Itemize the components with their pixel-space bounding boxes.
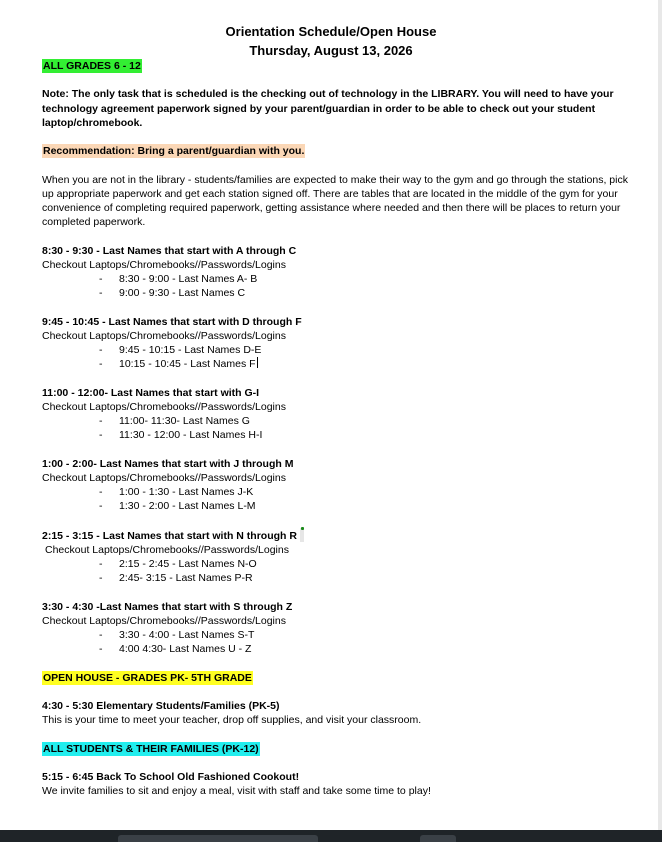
instructions-paragraph: When you are not in the library - students/families are expected to make their way to the gym and go through the stations, pick up appropriate paperwork and get each station signed off. There are tables that are located in the middle of the gym for your convenience of completing required paperwork, getting assistance where needed and then there will be places to return your completed paperwork. bbox=[42, 173, 628, 229]
recommendation: Recommendation: Bring a parent/guardian with you. bbox=[43, 145, 305, 158]
dash-bullet: - bbox=[99, 572, 103, 585]
checkout-line: Checkout Laptops/Chromebooks//Passwords/Logins bbox=[42, 614, 286, 627]
note-paragraph: Note: The only task that is scheduled is the checking out of technology in the LIBRARY. You will need to have your technology agreement paperwork signed by your parent/guardian in order to be able to check out your student laptop/chromebook. bbox=[42, 88, 614, 129]
dash-bullet: - bbox=[99, 485, 103, 498]
schedule-item bbox=[42, 414, 632, 428]
schedule-item-text: 10:15 - 10:45 - Last Names F bbox=[119, 358, 256, 371]
schedule-heading bbox=[42, 528, 632, 543]
checkout-line: Checkout Laptops/Chromebooks//Passwords/Logins bbox=[42, 471, 286, 484]
schedule-item bbox=[42, 571, 632, 585]
schedule-item-text: 11:00- 11:30- Last Names G bbox=[119, 414, 250, 427]
schedule-heading: 11:00 - 12:00- Last Names that start with G-I bbox=[42, 386, 260, 399]
schedule-item bbox=[42, 499, 632, 513]
dash-bullet: - bbox=[99, 557, 103, 570]
taskbar-item[interactable] bbox=[420, 835, 456, 842]
schedule-item-text: 9:00 - 9:30 - Last Names C bbox=[119, 287, 246, 300]
schedule-heading: 8:30 - 9:30 - Last Names that start with A through C bbox=[42, 244, 297, 257]
schedule-heading: 3:30 - 4:30 -Last Names that start with S through Z bbox=[42, 600, 293, 613]
document-date: Thursday, August 13, 2026 bbox=[249, 43, 413, 58]
schedule-item bbox=[42, 428, 632, 442]
schedule-item-text: 11:30 - 12:00 - Last Names H-I bbox=[119, 429, 263, 442]
schedule-item-text: 1:30 - 2:00 - Last Names L-M bbox=[119, 500, 256, 513]
dash-bullet: - bbox=[99, 272, 103, 285]
cookout-text: We invite families to sit and enjoy a meal, visit with staff and take some time to play! bbox=[42, 785, 431, 798]
cookout-heading: 5:15 - 6:45 Back To School Old Fashioned Cookout! bbox=[42, 770, 300, 783]
document-title: Orientation Schedule/Open House bbox=[225, 24, 437, 39]
section-all-students: ALL STUDENTS & THEIR FAMILIES (PK-12) bbox=[43, 742, 259, 755]
dash-bullet: - bbox=[99, 414, 103, 427]
schedule-item bbox=[42, 357, 632, 371]
schedule-item-text: 9:45 - 10:15 - Last Names D-E bbox=[119, 343, 262, 356]
schedule-item-text: 3:30 - 4:00 - Last Names S-T bbox=[119, 628, 255, 641]
dash-bullet: - bbox=[99, 343, 103, 356]
schedule-item bbox=[42, 272, 632, 286]
schedule-item bbox=[42, 642, 632, 656]
schedule-item-text: 8:30 - 9:00 - Last Names A- B bbox=[119, 272, 258, 285]
schedule-item bbox=[42, 485, 632, 499]
taskbar-item[interactable] bbox=[118, 835, 318, 842]
schedule-heading: 1:00 - 2:00- Last Names that start with J through M bbox=[42, 457, 294, 470]
schedule-item bbox=[42, 286, 632, 300]
schedule-item-text: 2:15 - 2:45 - Last Names N-O bbox=[119, 557, 257, 570]
dash-bullet: - bbox=[99, 358, 103, 371]
dash-bullet: - bbox=[99, 500, 103, 513]
schedule-item-text: 2:45- 3:15 - Last Names P-R bbox=[119, 572, 253, 585]
checkout-line: Checkout Laptops/Chromebooks//Passwords/Logins bbox=[42, 400, 286, 413]
comment-marker-icon[interactable] bbox=[300, 528, 304, 542]
document-body[interactable] bbox=[42, 59, 632, 798]
dash-bullet: - bbox=[99, 287, 103, 300]
section-all-grades: ALL GRADES 6 - 12 bbox=[43, 60, 141, 72]
schedule-item bbox=[42, 628, 632, 642]
checkout-line: Checkout Laptops/Chromebooks//Passwords/Logins bbox=[42, 329, 286, 342]
schedule-item-text: 1:00 - 1:30 - Last Names J-K bbox=[119, 485, 254, 498]
schedule-heading-text: 2:15 - 3:15 - Last Names that start with N through R bbox=[42, 529, 297, 542]
taskbar bbox=[0, 830, 662, 842]
page-edge bbox=[658, 0, 662, 830]
text-cursor bbox=[257, 357, 258, 368]
schedule-heading: 9:45 - 10:45 - Last Names that start with D through F bbox=[42, 315, 302, 328]
checkout-line: Checkout Laptops/Chromebooks//Passwords/Logins bbox=[45, 543, 289, 556]
dash-bullet: - bbox=[99, 643, 103, 656]
schedule-item bbox=[42, 557, 632, 571]
schedule-item-text: 4:00 4:30- Last Names U - Z bbox=[119, 643, 252, 656]
section-open-house: OPEN HOUSE - GRADES PK- 5TH GRADE bbox=[43, 671, 252, 684]
schedule-item bbox=[42, 343, 632, 357]
checkout-line: Checkout Laptops/Chromebooks//Passwords/Logins bbox=[42, 258, 286, 271]
elementary-heading: 4:30 - 5:30 Elementary Students/Families (PK-5) bbox=[42, 699, 280, 712]
dash-bullet: - bbox=[99, 628, 103, 641]
elementary-text: This is your time to meet your teacher, drop off supplies, and visit your classroom. bbox=[42, 714, 422, 727]
dash-bullet: - bbox=[99, 429, 103, 442]
